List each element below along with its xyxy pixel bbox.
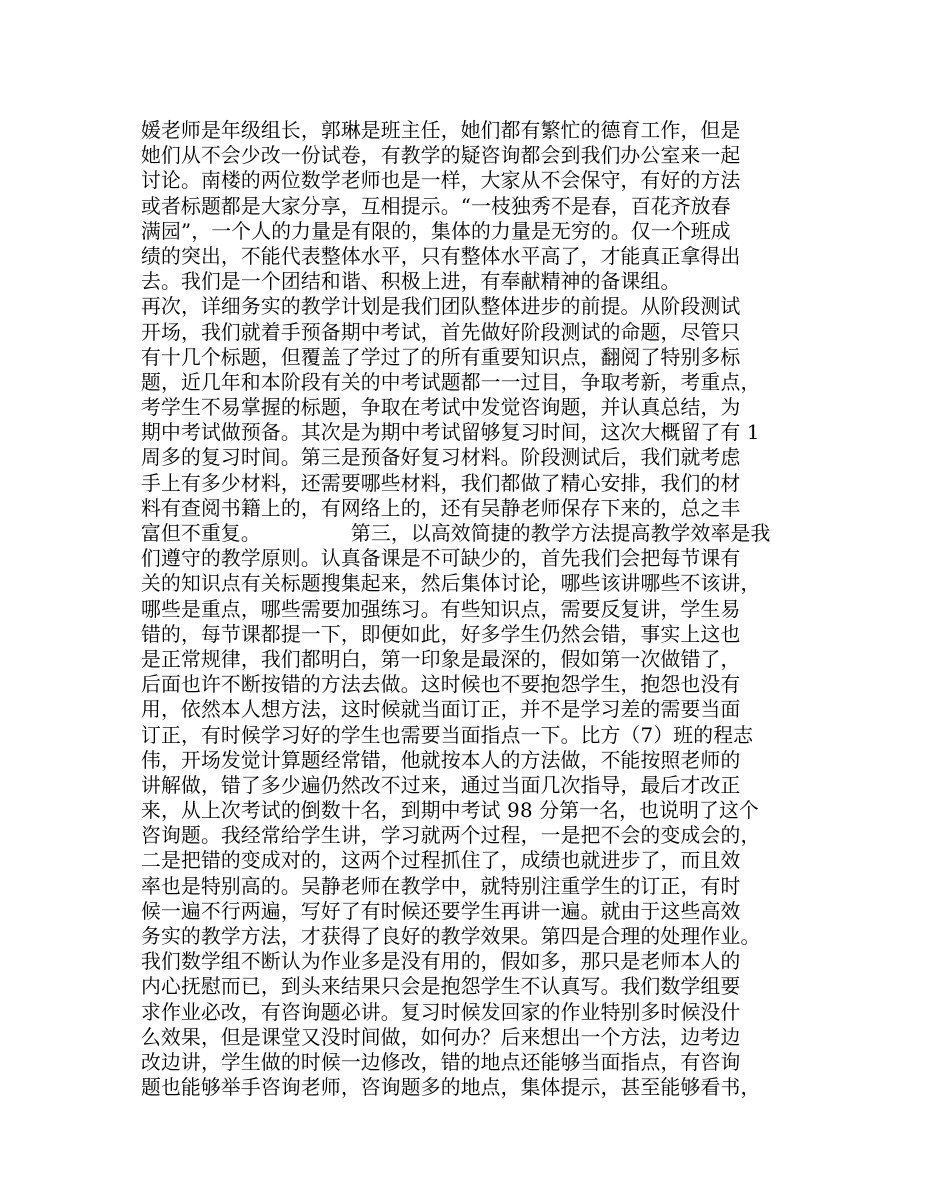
text-line: 富但不重复。 第三，以高效简捷的教学方法提高教学效率是我 (141, 522, 771, 545)
text-line: 周多的复习时间。第三是预备好复习材料。阶段测试后，我们就考虑 (141, 446, 741, 470)
text-line: 后面也许不断按错的方法去做。这时候也不要抱怨学生，抱怨也没有 (141, 673, 741, 697)
text-line: 我们数学组不断认为作业多是没有用的，假如多，那只是老师本人的 (141, 950, 741, 974)
text-line: 有十几个标题，但覆盖了学过了的所有重要知识点，翻阅了特别多标 (141, 345, 741, 369)
text-line: 务实的教学方法，才获得了良好的教学效果。第四是合理的处理作业。 (141, 925, 761, 948)
text-line: 伟，开场发觉计算题经常错，他就按本人的方法做，不能按照老师的 (141, 748, 741, 772)
text-line: 去。我们是一个团结和谐、积极上进，有奉献精神的备课组。 (141, 270, 681, 294)
text-line: 内心抚慰而已，到头来结果只会是抱怨学生不认真写。我们数学组要 (141, 975, 741, 999)
text-line: 来，从上次考试的倒数十名，到期中考试 98 分第一名，也说明了这个 (141, 799, 760, 823)
text-line: 关的知识点有关标题搜集起来，然后集体讨论，哪些该讲哪些不该讲， (141, 572, 761, 596)
text-line: 手上有多少材料，还需要哪些材料，我们都做了精心安排，我们的材 (141, 471, 741, 495)
text-line: 开场，我们就着手预备期中考试，首先做好阶段测试的命题，尽管只 (141, 320, 741, 344)
text-line: 满园”，一个人的力量是有限的，集体的力量是无穷的。仅一个班成 (141, 219, 731, 243)
text-line: 用，依然本人想方法，这时候就当面订正，并不是学习差的需要当面 (141, 698, 741, 722)
text-line: 二是把错的变成对的，这两个过程抓住了，成绩也就进步了，而且效 (141, 849, 741, 873)
text-line: 再次，详细务实的教学计划是我们团队整体进步的前提。从阶段测试 (141, 295, 741, 319)
text-line: 或者标题都是大家分享，互相提示。“一枝独秀不是春，百花齐放春 (141, 194, 731, 218)
text-line: 期中考试做预备。其次是为期中考试留够复习时间，这次大概留了有 1 (141, 421, 760, 445)
text-line: 订正，有时候学习好的学生也需要当面指点一下。比方（7）班的程志 (141, 723, 754, 747)
text-line: 讲解做，错了多少遍仍然改不过来，通过当面几次指导，最后才改正 (141, 773, 741, 797)
text-line: 哪些是重点，哪些需要加强练习。有些知识点，需要反复讲，学生易 (141, 597, 741, 621)
text-line: 媛老师是年级组长，郭琳是班主任，她们都有繁忙的德育工作，但是 (141, 119, 741, 142)
text-line: 们遵守的教学原则。认真备课是不可缺少的，首先我们会把每节课有 (141, 547, 741, 571)
text-line: 候一遍不行两遍，写好了有时候还要学生再讲一遍。就由于这些高效 (141, 899, 741, 923)
text-line: 题，近几年和本阶段有关的中考试题都一一过目，争取考新，考重点， (141, 370, 761, 394)
text-line: 她们从不会少改一份试卷，有教学的疑咨询都会到我们办公室来一起 (141, 144, 741, 168)
text-line: 么效果，但是课堂又没时间做，如何办？后来想出一个方法，边考边 (141, 1025, 741, 1049)
body-text (141, 118, 821, 1100)
text-line: 错的，每节课都提一下，即便如此，好多学生仍然会错，事实上这也 (141, 622, 741, 646)
text-line: 绩的突出，不能代表整体水平，只有整体水平高了，才能真正拿得出 (141, 244, 741, 268)
text-line: 题也能够举手咨询老师，咨询题多的地点，集体提示，甚至能够看书， (141, 1076, 761, 1100)
text-line: 料有查阅书籍上的，有网络上的，还有吴静老师保存下来的，总之丰 (141, 496, 741, 520)
text-line: 率也是特别高的。吴静老师在教学中，就特别注重学生的订正，有时 (141, 874, 741, 898)
text-line: 咨询题。我经常给学生讲，学习就两个过程，一是把不会的变成会的， (141, 824, 761, 848)
text-line: 是正常规律，我们都明白，第一印象是最深的，假如第一次做错了， (141, 647, 741, 671)
text-line: 讨论。南楼的两位数学老师也是一样，大家从不会保守，有好的方法 (141, 169, 741, 193)
text-line: 考学生不易掌握的标题，争取在考试中发觉咨询题，并认真总结，为 (141, 396, 741, 420)
text-line: 改边讲，学生做的时候一边修改，错的地点还能够当面指点，有咨询 (141, 1050, 741, 1074)
text-line: 求作业必改，有咨询题必讲。复习时候发回家的作业特别多时候没什 (141, 1000, 741, 1024)
